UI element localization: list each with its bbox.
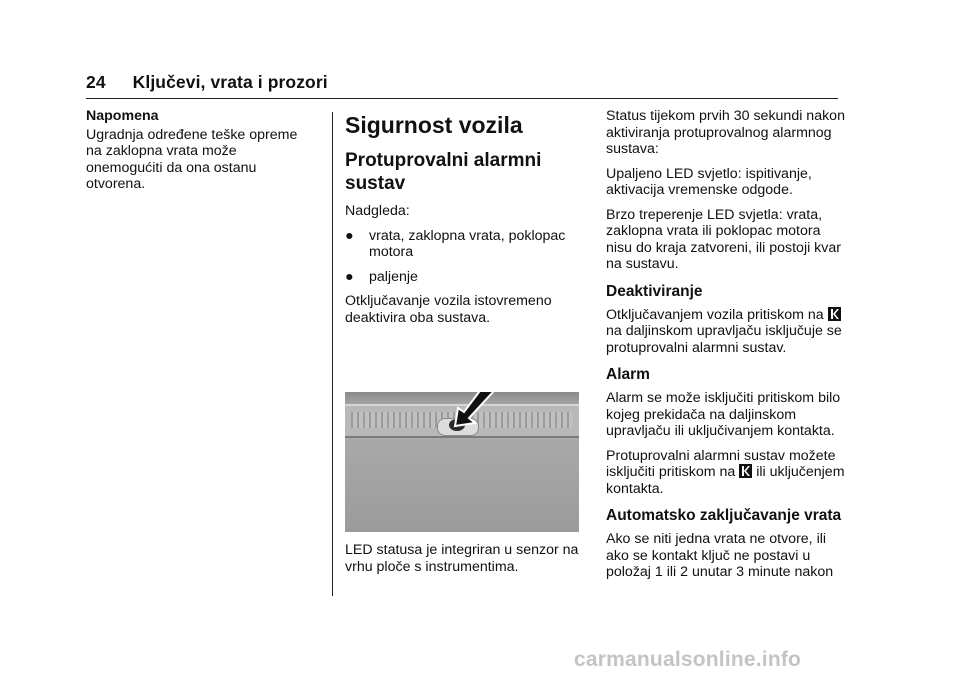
alarm-off-text (606, 448, 846, 498)
autolock-heading: Automatsko zaključavanje vrata (606, 507, 842, 524)
page-header (86, 72, 328, 93)
alarm-heading: Alarm (606, 366, 650, 383)
watermark: carmanualsonline.info (574, 648, 802, 671)
status-text: Status tijekom prvih 30 sekundi nakon aktiviranja protuprovalnog alarmnog sustava: (606, 108, 845, 157)
steady-led-text: Upaljeno LED svjetlo: ispitivanje, aktivacija vremenske odgode. (606, 165, 812, 198)
page-number: 24 (86, 72, 106, 92)
deactivation-text-start: Otključavanjem vozila pritiskom na (606, 306, 824, 323)
subsection-title: Protuprovalni alarmni sustav (345, 150, 542, 194)
deactivation-text (606, 307, 846, 357)
figure-caption: LED statusa je integriran u senzor na vrhu ploče s instrumentima. (345, 542, 579, 575)
autolock-text: Ako se niti jedna vrata ne otvore, ili ako se kontakt ključ ne postavi u položaj 1 ili 2 unutar 3 minute nakon (606, 531, 834, 580)
unlock-text: Otključavanje vozila istovremeno deaktivira oba sustava. (345, 293, 552, 326)
column-right (606, 108, 846, 589)
header-divider (86, 98, 838, 99)
bullet-text: paljenje (369, 268, 418, 285)
alarm-text: Alarm se može isključiti pritiskom bilo kojeg prekidača na daljinskom upravljaču ili uključivanjem kontakta. (606, 390, 841, 439)
column-middle (345, 108, 580, 583)
bullet-text: vrata, zaklopna vrata, poklopac motora (369, 227, 566, 260)
note-text: Ugradnja određene teške opreme na zaklopna vrata može onemogućiti da ona ostanu otvorena. (86, 126, 298, 192)
unlock-key-icon (828, 307, 841, 321)
alarm-off-text-start: Protuprovalni alarmni sustav možete isključiti pritiskom na (606, 447, 836, 480)
deactivation-text-end: na daljinskom upravljaču isključuje se protuprovalni alarmni sustav. (606, 323, 842, 356)
column-divider (332, 112, 333, 596)
fast-flash-text: Brzo treperenje LED svjetla: vrata, zaklopna vrata ili poklopac motora nisu do kraja zatvoreni, ili postoji kvar na sustavu. (606, 206, 841, 272)
dashboard-led-figure (345, 392, 579, 532)
list-item (345, 228, 580, 261)
deactivation-heading: Deaktiviranje (606, 282, 703, 300)
bullet-icon: ● (345, 227, 354, 244)
alarm-off-text-end: ili uključenjem kontakta. (606, 464, 845, 497)
list-item (345, 269, 580, 286)
monitors-label: Nadgleda: (345, 203, 410, 219)
unlock-key-icon (739, 464, 752, 478)
column-left (86, 108, 311, 201)
bullet-icon: ● (345, 268, 354, 285)
section-title: Sigurnost vozila (345, 112, 523, 138)
note-label: Napomena (86, 108, 159, 124)
pointer-arrow-icon (345, 392, 579, 532)
chapter-title: Ključevi, vrata i prozori (132, 72, 328, 92)
